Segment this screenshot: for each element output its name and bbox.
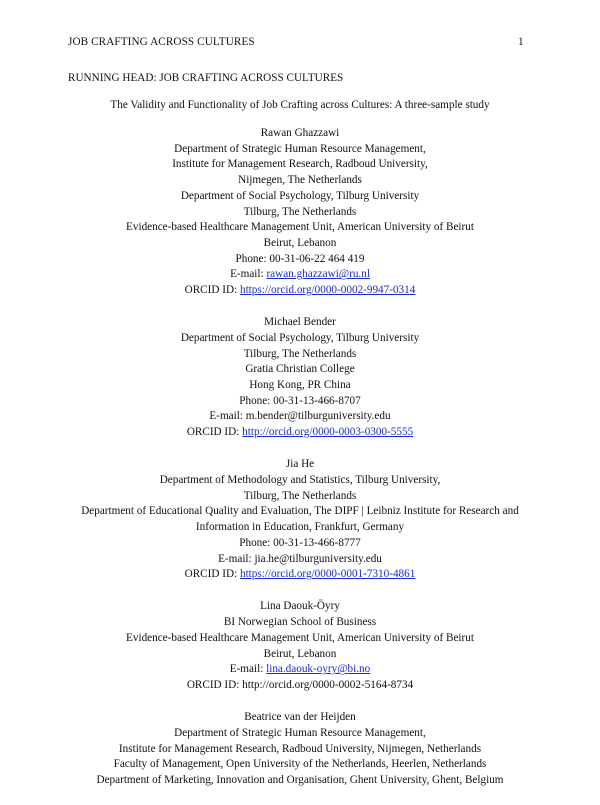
running-head: RUNNING HEAD: JOB CRAFTING ACROSS CULTURES [68,72,344,84]
affiliation-line: Department of Strategic Human Resource Management, [174,726,426,739]
affiliation-line: Department of Social Psychology, Tilburg University [180,331,420,344]
author-block [0,457,600,583]
affiliation-line: Tilburg, The Netherlands [243,489,357,502]
affiliation-line: Information in Education, Frankfurt, Germany [195,521,405,534]
orcid-line [0,283,600,299]
affiliation-line: Tilburg, The Netherlands [243,347,357,360]
email-line [0,662,600,678]
orcid-line [0,425,600,441]
email-label: E-mail: [230,268,267,281]
page-number: 1 [518,36,524,48]
author-list [0,126,600,805]
author-name: Rawan Ghazzawi [260,127,340,139]
affiliation-line: Institute for Management Research, Radboud University, Nijmegen, Netherlands [118,742,482,755]
orcid-link[interactable]: https://orcid.org/0000-0002-9947-0314 [239,284,416,297]
affiliation-line: Faculty of Management, Open University of the Netherlands, Heerlen, Netherlands [113,758,487,771]
email-text: jia.he@tilburguniversity.edu [254,552,382,565]
author-block [0,126,600,299]
affiliation-line: Department of Educational Quality and Evaluation, The DIPF | Leibniz Institute for Research and [81,505,519,518]
affiliation-line: Beirut, Lebanon [263,236,337,249]
phone-line: Phone: 00-31-06-22 464 419 [235,252,365,265]
author-name: Lina Daouk-Öyry [260,600,340,613]
author-name: Beatrice van der Heijden [244,711,356,724]
orcid-link[interactable]: http://orcid.org/0000-0003-0300-5555 [242,426,414,439]
email-line [0,409,600,425]
author-name: Jia He [285,458,315,471]
orcid-label: ORCID ID: [186,679,243,691]
email-label: E-mail: [209,410,246,423]
author-name: Michael Bender [264,316,336,329]
affiliation-line: Gratia Christian College [245,363,355,376]
paper-title: The Validity and Functionality of Job Crafting across Cultures: A three-sample study [110,99,490,111]
email-link[interactable]: lina.daouk-oyry@bi.no [266,663,371,676]
email-line [0,267,600,283]
orcid-label: ORCID ID: [184,284,240,297]
affiliation-line: Department of Strategic Human Resource Management, [174,142,426,155]
email-label: E-mail: [218,552,255,565]
orcid-line [0,567,600,583]
orcid-line [0,678,600,694]
author-block [0,599,600,693]
affiliation-line: BI Norwegian School of Business [223,616,377,629]
phone-line: Phone: 00-31-13-466-8707 [239,394,361,407]
phone-line: Phone: 00-31-13-466-8777 [239,536,361,549]
orcid-label: ORCID ID: [184,568,240,581]
affiliation-line: Tilburg, The Netherlands [243,205,357,218]
affiliation-line: Department of Social Psychology, Tilburg University [180,189,420,202]
author-block [0,315,600,441]
orcid-link[interactable]: https://orcid.org/0000-0001-7310-4861 [239,568,416,581]
affiliation-line: Institute for Management Research, Radboud University, [172,158,428,171]
affiliation-line: Hong Kong, PR China [249,379,351,392]
author-block [0,710,600,789]
affiliation-line: Evidence-based Healthcare Management Unit, American University of Beirut [126,221,474,234]
orcid-text: http://orcid.org/0000-0002-5164-8734 [242,679,414,691]
page-header: JOB CRAFTING ACROSS CULTURES [68,36,255,48]
affiliation-line: Beirut, Lebanon [263,647,337,660]
email-line [0,552,600,568]
affiliation-line: Nijmegen, The Netherlands [238,174,362,187]
affiliation-line: Department of Marketing, Innovation and Organisation, Ghent University, Ghent, Belgium [96,774,504,787]
email-text: m.bender@tilburguniversity.edu [245,410,391,423]
email-link[interactable]: rawan.ghazzawi@ru.nl [266,268,370,281]
orcid-label: ORCID ID: [186,426,243,439]
email-label: E-mail: [229,663,267,676]
affiliation-line: Department of Methodology and Statistics, Tilburg University, [159,474,441,487]
affiliation-line: Evidence-based Healthcare Management Unit, American University of Beirut [126,631,474,644]
